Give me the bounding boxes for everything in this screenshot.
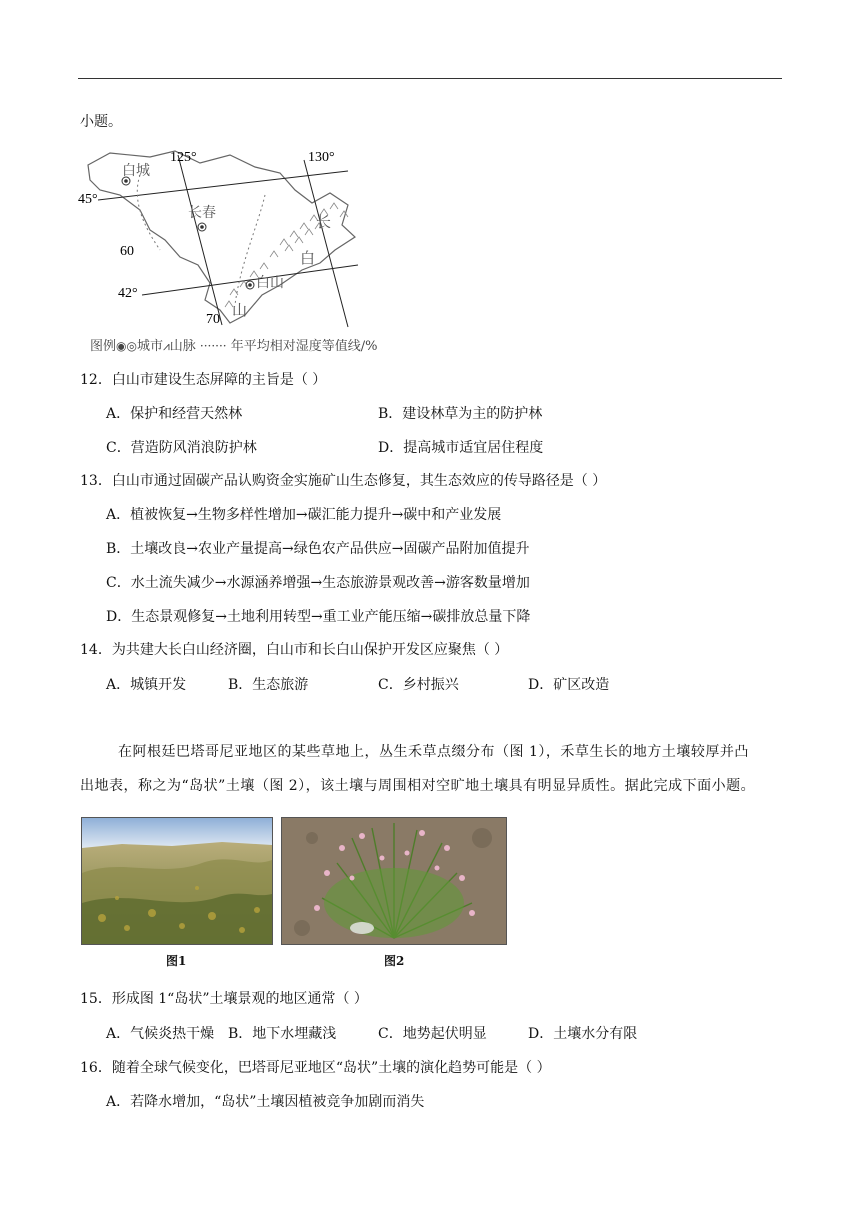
question-14-stem: 14．为共建大长白山经济圈，白山市和长白山保护开发区应聚焦（ ）	[80, 642, 509, 658]
meridian-125	[178, 155, 222, 325]
lat-label-45: 45°	[78, 192, 98, 207]
lon-label-130: 130°	[308, 150, 335, 165]
q12-option-c: C．营造防风消浪防护林	[106, 440, 257, 456]
isoline-symbol-icon: ·······	[199, 339, 227, 353]
mountain-char-3: 山	[232, 301, 248, 319]
figure-1-photo	[81, 817, 273, 945]
q14-option-a: A．城镇开发	[106, 677, 187, 693]
legend-city-label: 城市	[136, 339, 163, 354]
figure-1-caption: 图1	[166, 954, 187, 968]
legend-prefix: 图例	[90, 339, 117, 354]
q13-option-a: A．植被恢复→生物多样性增加→碳汇能力提升→碳中和产业发展	[106, 507, 502, 523]
isoline-label-60: 60	[120, 244, 134, 259]
q13-option-b: B．土壤改良→农业产量提高→绿色农产品供应→固碳产品附加值提升	[106, 541, 530, 557]
q15-option-d: D．土壤水分有限	[528, 1026, 638, 1042]
figure-2-caption: 图2	[384, 954, 405, 968]
q14-option-b: B．生态旅游	[228, 677, 309, 693]
figure-2-photo	[281, 817, 507, 945]
q13-option-d: D．生态景观修复→土地利用转型→重工业产能压缩→碳排放总量下降	[106, 609, 531, 625]
q15-option-a: A．气候炎热干燥	[106, 1026, 215, 1042]
jilin-map	[80, 145, 370, 335]
q14-option-c: C．乡村振兴	[378, 677, 459, 693]
q16-option-a: A．若降水增加，“岛状”土壤因植被竞争加剧而消失	[106, 1094, 425, 1110]
city-label-changchun: 长春	[188, 205, 216, 221]
q12-option-b: B．建设林草为主的防护林	[378, 406, 543, 422]
question-12-stem: 12．白山市建设生态屏障的主旨是（ ）	[80, 372, 327, 388]
city-symbol-icon: ◉◎	[116, 339, 137, 353]
meridian-130	[304, 160, 348, 327]
mountain-char-1: 长	[316, 213, 332, 231]
parallel-42	[142, 265, 358, 295]
q12-option-d: D．提高城市适宜居住程度	[378, 440, 544, 456]
city-label-baicheng: 白城	[122, 163, 150, 179]
question-16-stem: 16．随着全球气候变化，巴塔哥尼亚地区“岛状”土壤的演化趋势可能是（ ）	[80, 1060, 551, 1076]
question-13-stem: 13．白山市通过固碳产品认购资金实施矿山生态修复，其生态效应的传导路径是（ ）	[80, 473, 607, 489]
q14-option-d: D．矿区改造	[528, 677, 610, 693]
q15-option-b: B．地下水埋藏浅	[228, 1026, 337, 1042]
mountain-symbol-icon: ⩘	[162, 339, 170, 353]
lon-label-125: 125°	[170, 150, 197, 165]
passage-line-2: 出地表，称之为“岛状”土壤（图 2），该土壤与周围相对空旷地土壤具有明显异质性。据此完成下面小题。	[80, 778, 756, 794]
q12-option-a: A．保护和经营天然林	[106, 406, 243, 422]
legend-isoline-label: 年平均相对湿度等值线/%	[230, 339, 378, 354]
city-label-baishan: 白山	[256, 275, 284, 291]
question-15-stem: 15．形成图 1“岛状”土壤景观的地区通常（ ）	[80, 991, 368, 1007]
lat-label-42: 42°	[118, 286, 138, 301]
isoline-label-70: 70	[206, 312, 220, 327]
passage-line-1: 在阿根廷巴塔哥尼亚地区的某些草地上，丛生禾草点缀分布（图 1），禾草生长的地方土壤较厚并凸	[118, 744, 749, 760]
header-rule	[78, 78, 782, 79]
continued-text: 小题。	[80, 114, 122, 130]
map-legend	[90, 335, 378, 354]
legend-mountain-label: 山脉	[169, 339, 196, 354]
q13-option-c: C．水土流失减少→水源涵养增强→生态旅游景观改善→游客数量增加	[106, 575, 530, 591]
q15-option-c: C．地势起伏明显	[378, 1026, 487, 1042]
mountain-char-2: 白	[300, 249, 316, 267]
